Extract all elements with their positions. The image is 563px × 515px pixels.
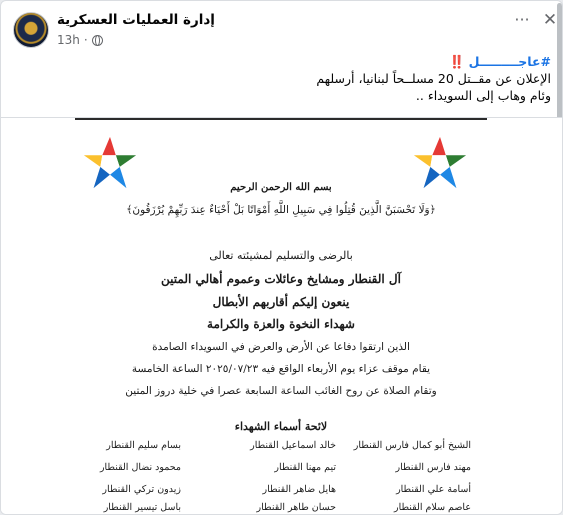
martyr-name: مهند فارس القنطار: [395, 462, 471, 473]
post-line-2: الإعلان عن مقــتل 20 مسلــحاً لبنانيا، أرسلهم: [316, 71, 551, 86]
martyr-name: أسامة علي القنطار: [396, 484, 471, 495]
post-time[interactable]: 13h: [57, 33, 80, 47]
doc-martyrs: شهداء النخوة والعزة والكرامة: [207, 317, 355, 331]
martyr-name: خالد اسماعيل القنطار: [250, 440, 336, 451]
hashtag-link[interactable]: #عاجـــــــــل: [468, 54, 551, 69]
avatar[interactable]: [13, 12, 49, 48]
martyr-name: زيدون تركي القنطار: [102, 484, 181, 495]
post-line-1: [121, 53, 551, 70]
doc-announce: ينعون إليكم أقاربهم الأبطال: [212, 295, 350, 309]
globe-icon: [92, 35, 103, 46]
doc-description: الذين ارتقوا دفاعا عن الأرض والعرض في السويداء الصامدة: [152, 341, 410, 353]
post-header: [1, 1, 563, 57]
martyr-name: هايل ضاهر القنطار: [262, 484, 336, 495]
star-emblem-icon: [81, 134, 139, 192]
post-meta: [57, 32, 103, 48]
doc-intro: بالرضى والتسليم لمشيئته تعالى: [209, 249, 353, 262]
close-icon[interactable]: ✕: [542, 10, 558, 30]
post-image[interactable]: [1, 117, 563, 515]
doc-prayer: وتقام الصلاة عن روح الغائب الساعة السابعة عصرا في خلية دروز المتين: [125, 385, 437, 397]
post-text: [121, 53, 551, 104]
quran-verse: ﴿وَلَا تَحْسَبَنَّ الَّذِينَ قُتِلُوا فِي سَبِيلِ اللَّهِ أَمْوَاتًا بَلْ أَحْيَاءٌ عِندَ رَبِّهِمْ يُرْزَقُونَ﴾: [126, 204, 436, 216]
doc-condolence: يقام موقف عزاء يوم الأربعاء الواقع فيه ٢٠٢٥/٠٧/٢٣ الساعة الخامسة: [131, 363, 431, 375]
star-emblem-icon: [411, 134, 469, 192]
basmala: بسم الله الرحمن الرحيم: [230, 182, 332, 193]
martyr-name: بسام سليم القنطار: [106, 440, 181, 451]
martyr-name: باسل تيسير القنطار: [103, 502, 181, 513]
post-line-3: وئام وهاب إلى السويداء ..: [415, 88, 551, 103]
scrollbar[interactable]: [557, 3, 562, 123]
document-rule: [75, 118, 487, 120]
page-name[interactable]: إدارة العمليات العسكرية: [57, 12, 215, 28]
meta-dot: ·: [83, 33, 88, 47]
martyr-name: عاصم سلام القنطار: [394, 502, 471, 513]
more-icon[interactable]: ···: [514, 10, 530, 29]
martyr-name: حسان طاهر القنطار: [256, 502, 336, 513]
alert-emoji: ‼️: [449, 54, 465, 69]
doc-families: آل القنطار ومشايخ وعائلات وعموم أهالي المتين: [161, 272, 401, 286]
martyr-name: محمود نضال القنطار: [99, 462, 181, 473]
martyr-name: الشيخ أبو كمال فارس القنطار: [353, 440, 471, 451]
names-heading: لائحة أسماء الشهداء: [234, 420, 328, 433]
martyr-name: تيم مهنا القنطار: [274, 462, 336, 473]
